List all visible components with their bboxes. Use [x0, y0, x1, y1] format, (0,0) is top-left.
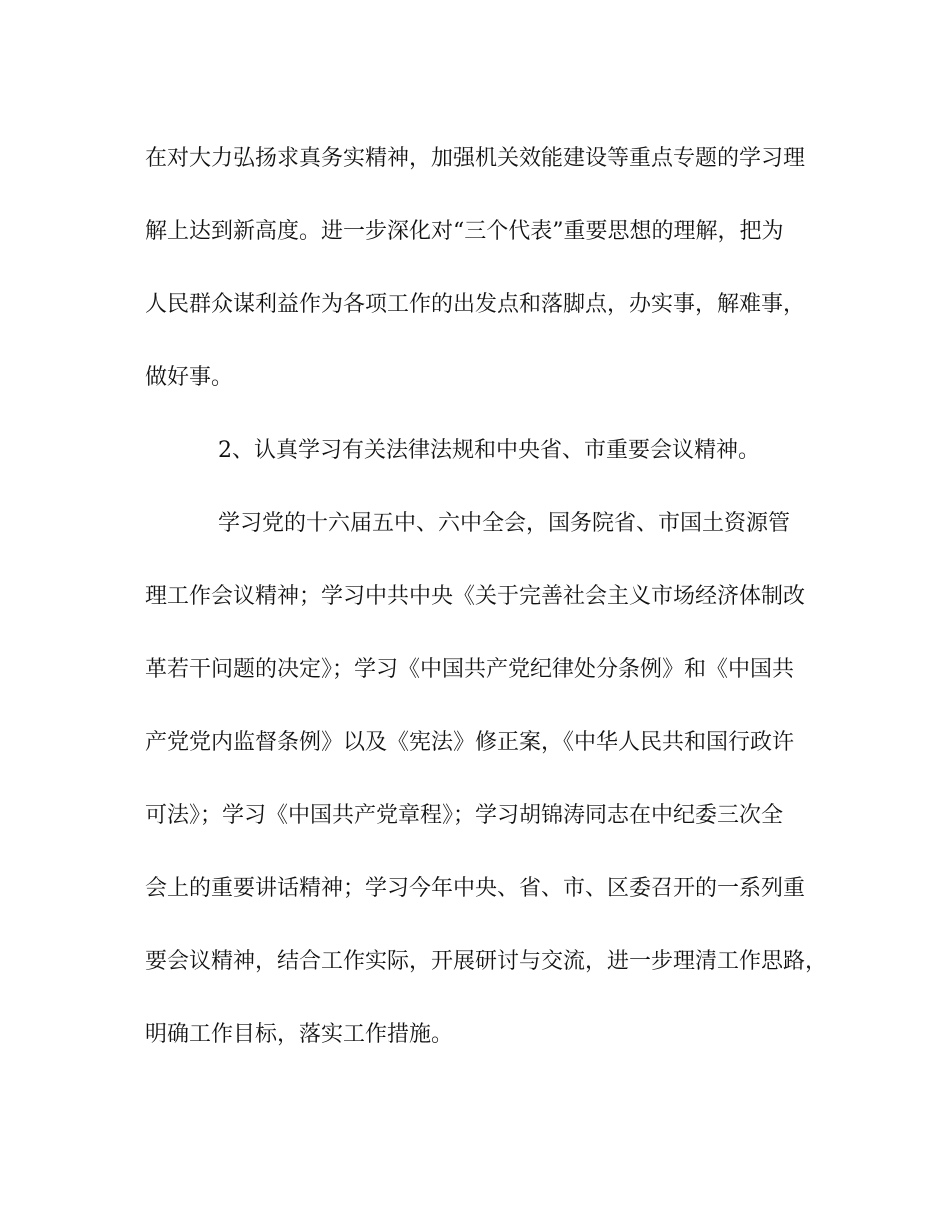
paragraph-line-6: 理工作会议精神；学习中共中央《关于完善社会主义市场经济体制改 — [145, 584, 806, 609]
paragraph-line-10: 会上的重要讲话精神；学习今年中央、省、市、区委召开的一系列重 — [145, 876, 806, 901]
paragraph-line-4: 做好事。 — [145, 365, 234, 390]
paragraph-line-11: 要会议精神，结合工作实际，开展研讨与交流，进一步理清工作思路， — [145, 949, 828, 974]
paragraph-line-8: 产党党内监督条例》以及《宪法》修正案，《中华人民共和国行政许 — [145, 730, 795, 755]
paragraph-line-9: 可法》；学习《中国共产党章程》；学习胡锦涛同志在中纪委三次全 — [145, 803, 784, 828]
paragraph-line-5: 学习党的十六届五中、六中全会，国务院省、市国土资源管 — [218, 511, 791, 536]
paragraph-line-1: 在对大力弘扬求真务实精神，加强机关效能建设等重点专题的学习理 — [145, 146, 806, 171]
paragraph-line-3: 人民群众谋利益作为各项工作的出发点和落脚点，办实事，解难事， — [145, 292, 806, 317]
paragraph-line-7: 革若干问题的决定》；学习《中国共产党纪律处分条例》和《中国共 — [145, 657, 795, 682]
paragraph-line-12: 明确工作目标，落实工作措施。 — [145, 1022, 454, 1047]
paragraph-line-2: 解上达到新高度。进一步深化对“三个代表”重要思想的理解，把为 — [145, 219, 784, 244]
section-heading-2: 2、认真学习有关法律法规和中央省、市重要会议精神。 — [218, 438, 760, 463]
